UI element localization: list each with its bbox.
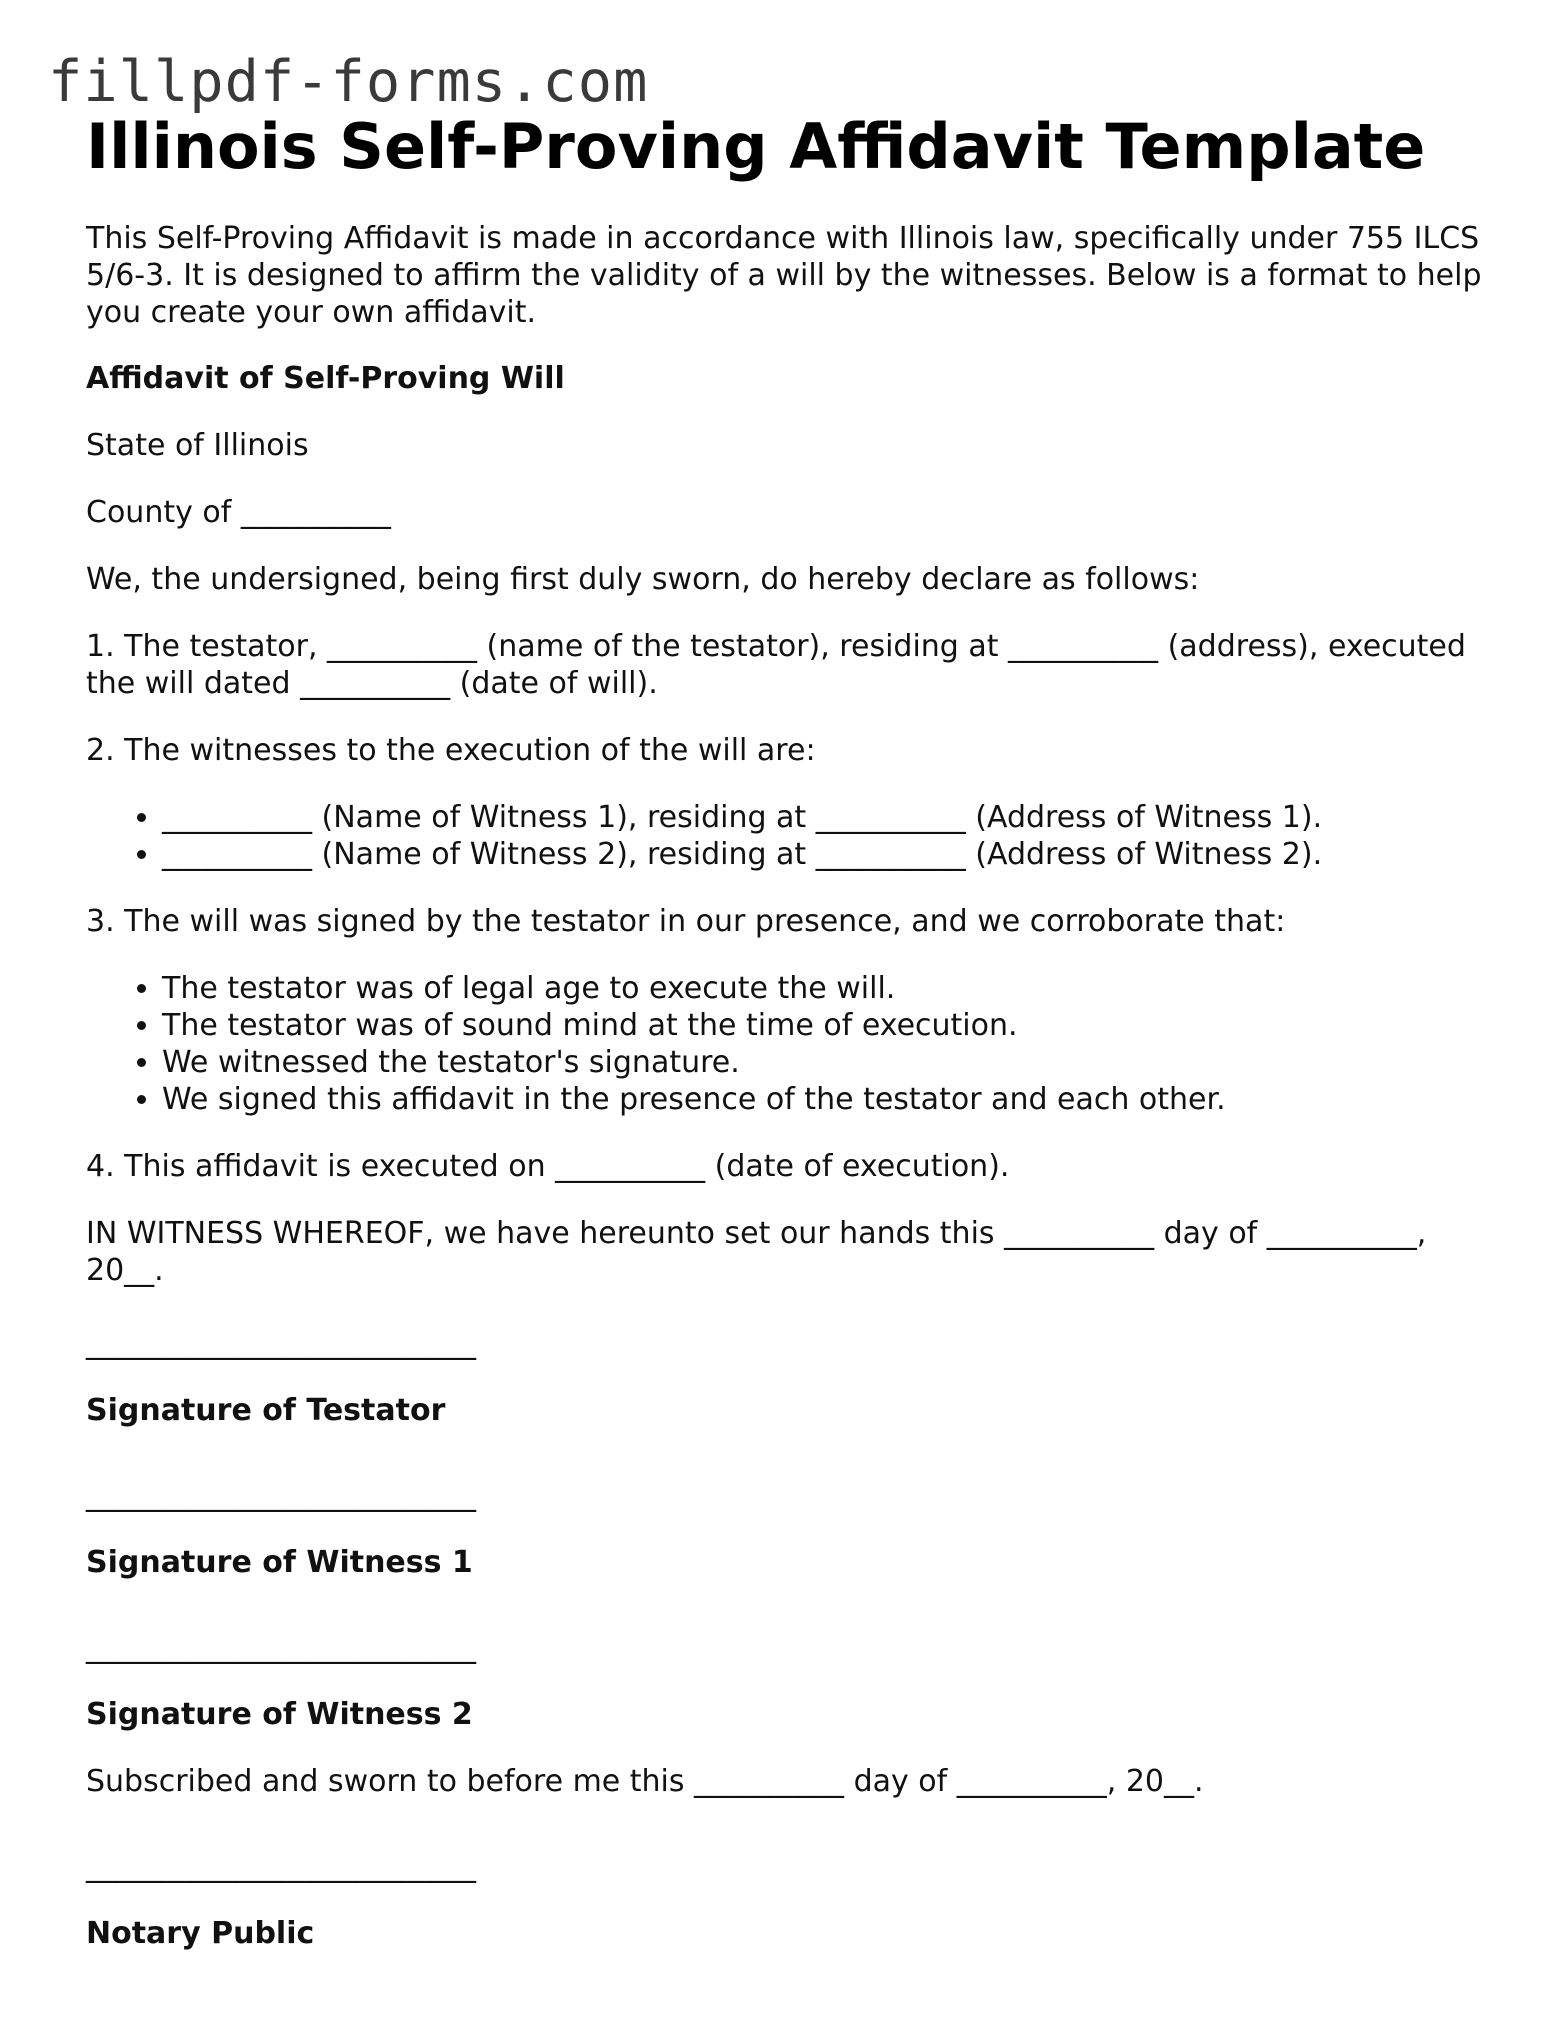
list-item: • We signed this affidavit in the presence of the testator and each other. — [162, 1081, 1486, 1118]
list-item: • The testator was of legal age to execute the will. — [162, 970, 1486, 1007]
county-line: County of __________ — [86, 495, 391, 530]
document-page — [86, 112, 1486, 1952]
witness1-signature-label: Signature of Witness 1 — [86, 1545, 473, 1580]
notary-signature-label: Notary Public — [86, 1916, 315, 1951]
corroboration-list — [86, 970, 1486, 1118]
witness-list — [86, 799, 1486, 873]
witness2-signature-line: __________________________ — [86, 1630, 476, 1665]
testator-signature-label: Signature of Testator — [86, 1393, 446, 1428]
list-item: • We witnessed the testator's signature. — [162, 1044, 1486, 1081]
document-title: Illinois Self-Proving Affidavit Template — [86, 110, 1426, 183]
declaration-line: We, the undersigned, being first duly sworn, do hereby declare as follows: — [86, 562, 1200, 597]
list-item: • The testator was of sound mind at the time of execution. — [162, 1007, 1486, 1044]
item-3-corroboration: 3. The will was signed by the testator in our presence, and we corroborate that: — [86, 904, 1286, 939]
state-line: State of Illinois — [86, 428, 309, 463]
affidavit-heading: Affidavit of Self-Proving Will — [86, 361, 565, 396]
in-witness-whereof: IN WITNESS WHEREOF, we have hereunto set our hands this __________ day of __________, 20__. — [86, 1216, 1427, 1288]
testator-signature-line: __________________________ — [86, 1326, 476, 1361]
notary-signature-line: __________________________ — [86, 1849, 476, 1884]
item-4-execution: 4. This affidavit is executed on __________ (date of execution). — [86, 1149, 1010, 1184]
watermark-logo: fillpdf-forms.com — [48, 49, 649, 115]
item-2-witnesses: 2. The witnesses to the execution of the will are: — [86, 733, 816, 768]
witness2-signature-label: Signature of Witness 2 — [86, 1697, 473, 1732]
list-item: • __________ (Name of Witness 2), residing at __________ (Address of Witness 2). — [162, 836, 1486, 873]
intro-paragraph: This Self-Proving Affidavit is made in accordance with Illinois law, specifically under 755 ILCS 5/6-3. It is designed to affirm the validity of a will by the witnesses. Below is a format to help you create your own affidavit. — [86, 221, 1482, 330]
witness1-signature-line: __________________________ — [86, 1478, 476, 1513]
item-1-testator: 1. The testator, __________ (name of the testator), residing at __________ (address), executed the will dated __________ (date of will). — [86, 629, 1466, 701]
list-item: • __________ (Name of Witness 1), residing at __________ (Address of Witness 1). — [162, 799, 1486, 836]
subscribed-sworn-line: Subscribed and sworn to before me this __________ day of __________, 20__. — [86, 1764, 1204, 1799]
